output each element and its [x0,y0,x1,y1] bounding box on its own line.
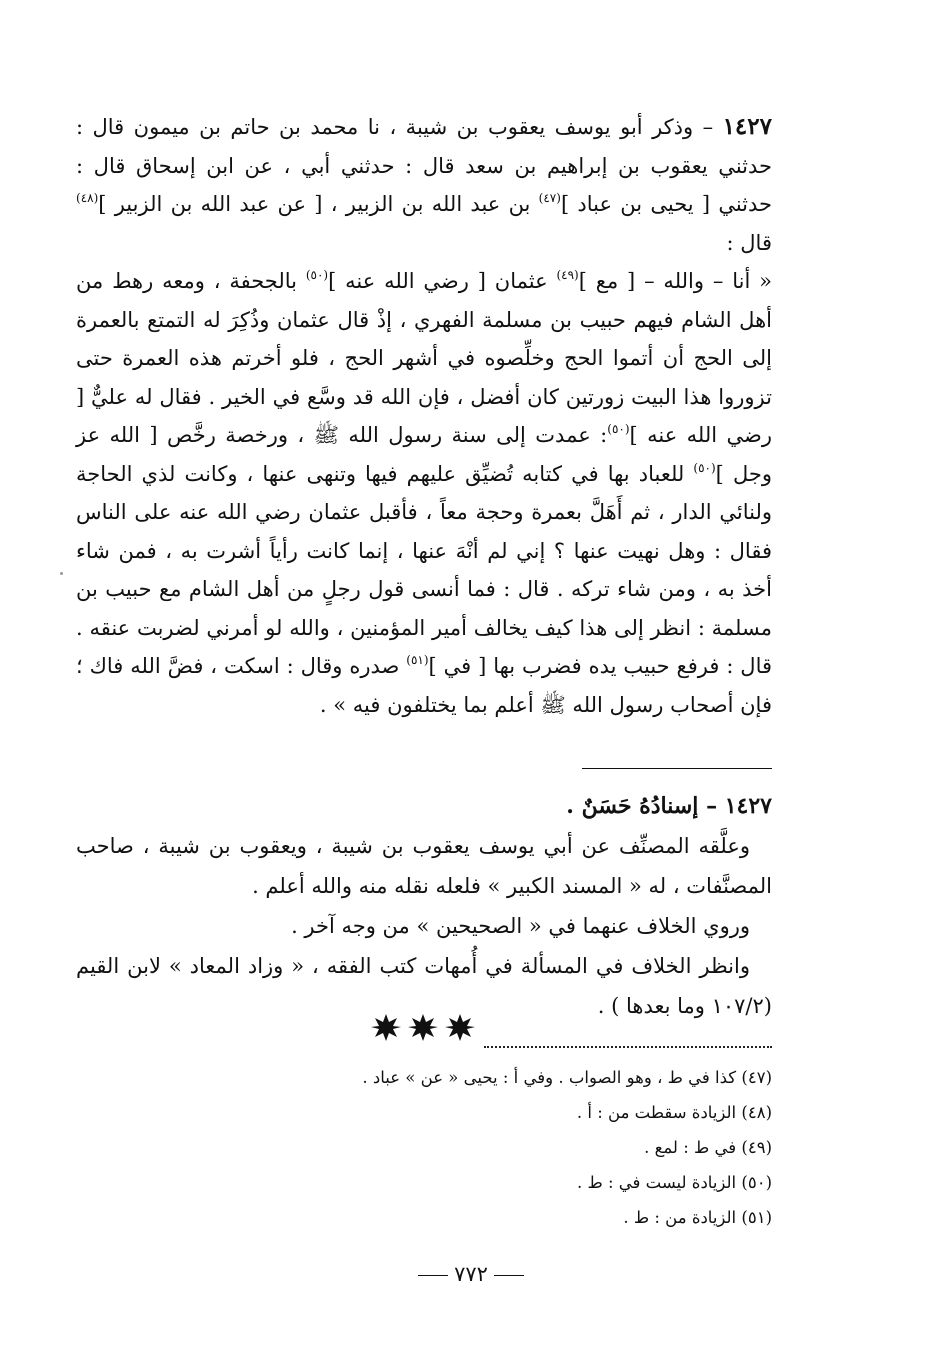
footnote: (٤٩) في ط : لمع . [644,1138,772,1157]
commentary-paragraph: وانظر الخلاف في المسألة في أُمهات كتب الفقه ، « وزاد المعاد » لابن القيم (١٠٧/٢ وما بعدها ) . [76,954,772,1018]
dash-left [418,1275,448,1276]
star-icon [371,1014,401,1041]
paper-speck [60,572,63,575]
hadith-segment: بالجحفة ، ومعه رهط من أهل الشام فيهم حبيب بن مسلمة الفهري ، إذْ قال عثمان وذُكِرَ له التمتع بالعمرة إلى الحج أن أتموا الحج وخلِّصوه في أشهر الحج ، فلو أخرتم هذه العمرة حتى تزوروا هذا البيت زورتين كان أفضل ، فإن الله قد وسَّع في الخير . فقال له عليٌّ [ رضي الله عنه ] [76,269,773,447]
footnote-ref-50: (٥٠) [693,460,716,475]
hadith-segment: : عمدت إلى سنة رسول الله ﷺ ، ورخصة رخَّص [ الله عز وجل ] [76,423,772,486]
footnote: (٤٧) كذا في ط ، وهو الصواب . وفي أ : يحيى « عن » عباد . [362,1068,772,1087]
commentary-paragraph: وعلَّقه المصنِّف عن أبي يوسف يعقوب بن شيبة ، ويعقوب بن شيبة ، صاحب المصنَّفات ، له « المسند الكبير » فلعله نقله منه والله أعلم . [76,834,772,898]
hadith-segment: قال : [726,230,772,255]
footnote-separator [484,1046,772,1048]
footnote-ref-50: (٥٠) [305,268,329,282]
section-divider [582,768,772,769]
dash-right [494,1275,524,1276]
hadith-text [76,108,772,724]
footnote: (٤٨) الزيادة سقطت من : أ . [576,1103,772,1122]
footnote: (٥٠) الزيادة ليست في : ط . [576,1173,772,1192]
footnotes [200,1060,772,1235]
hadith-segment: بن عبد الله بن الزبير ، [ عن عبد الله بن الزبير ] [98,192,539,216]
hadith-segment: صدره وقال : اسكت ، فضَّ الله فاك ؛ فإن أصحاب رسول الله ﷺ أعلم بما يختلفون فيه » . [76,654,772,717]
commentary-heading: ١٤٢٧ – إسنادُهُ حَسَنٌ . [566,793,772,819]
star-icon [408,1014,438,1041]
page-number-area [0,1262,942,1286]
hadith-segment: عثمان [ رضي الله عنه ] [328,269,557,293]
footnote-ref-51: (٥١) [406,653,429,667]
footnote-ref-47: (٤٧) [538,191,561,205]
footnote-ref-49: (٤٩) [556,268,579,282]
hadith-quote-start: « أنا – والله – [ مع ] [578,269,772,293]
hadith-intro: – وذكر أبو يوسف يعقوب بن شيبة ، نا محمد بن حاتم بن ميمون قال : حدثني يعقوب بن إبراهيم بن سعد قال : حدثني أبي ، عن ابن إسحاق قال : حدثني [ يحيى بن عباد ] [76,115,773,216]
hadith-number: ١٤٢٧ [722,113,772,140]
commentary-paragraph: وروي الخلاف عنهما في « الصحيحين » من وجه آخر . [291,914,750,938]
footnote: (٥١) الزيادة من : ط . [623,1208,772,1227]
hadith-segment: للعباد بها في كتابه تُضيِّق عليهم فيها وتنهى عنها ، وكانت لذي الحاجة ولنائي الدار ، ثم أَهَلَّ بعمرة وحجة معاً ، فأقبل عثمان رضي الله عنه على الناس فقال : وهل نهيت عنها ؟ إني لم أنْهَ عنها ، إنما كانت رأياً أشرت به ، فمن شاء أخذ به ، ومن شاء تركه . قال : فما أنسى قول رجلٍ من أهل الشام مع حبيب بن مسلمة : انظر إلى هذا كيف يخالف أمير المؤمنين ، والله لو أمرني لضربت عنقه . قال : فرفع حبيب يده فضرب بها [ في ] [76,461,773,678]
page-number: ٧٧٢ [454,1262,488,1286]
star-icon [445,1014,475,1041]
star-ornament [368,1012,478,1042]
footnote-ref-48: (٤٨) [76,191,99,205]
commentary [76,786,772,1026]
footnote-ref-50: (٥٠) [607,422,630,436]
